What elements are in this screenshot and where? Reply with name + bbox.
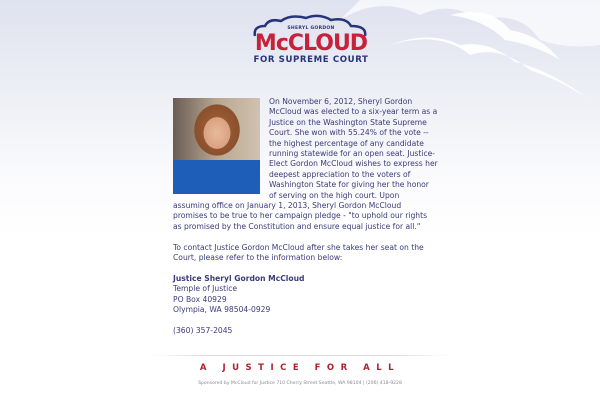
campaign-logo: [236, 14, 386, 70]
candidate-photo: [173, 98, 260, 194]
footer-slogan: A JUSTICE FOR ALL: [199, 363, 401, 373]
logo-tagline: SHERYL GORDON: [287, 26, 335, 31]
contact-phone: (360) 357-2045: [173, 325, 233, 335]
contact-address-line: PO Box 40929: [173, 294, 227, 304]
announcement-paragraph: On November 6, 2012, Sheryl Gordon McCloud was elected to a six-year term as a Justice on the Washington State Supreme Court. She won with 55.24% of the vote -- the highest percentage of any candidate running statewide for an open seat. Justice-Elect Gordon McCloud wishes to express her deepest appreciation to the voters of Washington State for giving her the honor of serving on the high court. Upon assuming office on January 1, 2013, Sheryl Gordon McCloud promises to be true to her campaign pledge - "to uphold our rights as promised by the Constitution and ensure equal justice for all.": [173, 97, 438, 231]
sponsor-line: Sponsored by McCloud for Justice 710 Cherry Street Seattle, WA 98104 | (206) 418-9228: [198, 381, 402, 386]
contact-name: Justice Sheryl Gordon McCloud: [173, 273, 305, 283]
logo-name: McCLOUD: [254, 31, 368, 56]
logo-subtitle: FOR SUPREME COURT: [253, 55, 369, 65]
footer-divider: [150, 355, 450, 356]
contact-address-line: Temple of Justice: [173, 284, 238, 294]
main-content: [173, 97, 438, 336]
contact-address-line: Olympia, WA 98504-0929: [173, 305, 271, 315]
contact-intro: To contact Justice Gordon McCloud after she takes her seat on the Court, please refer to the information below:: [173, 242, 424, 263]
